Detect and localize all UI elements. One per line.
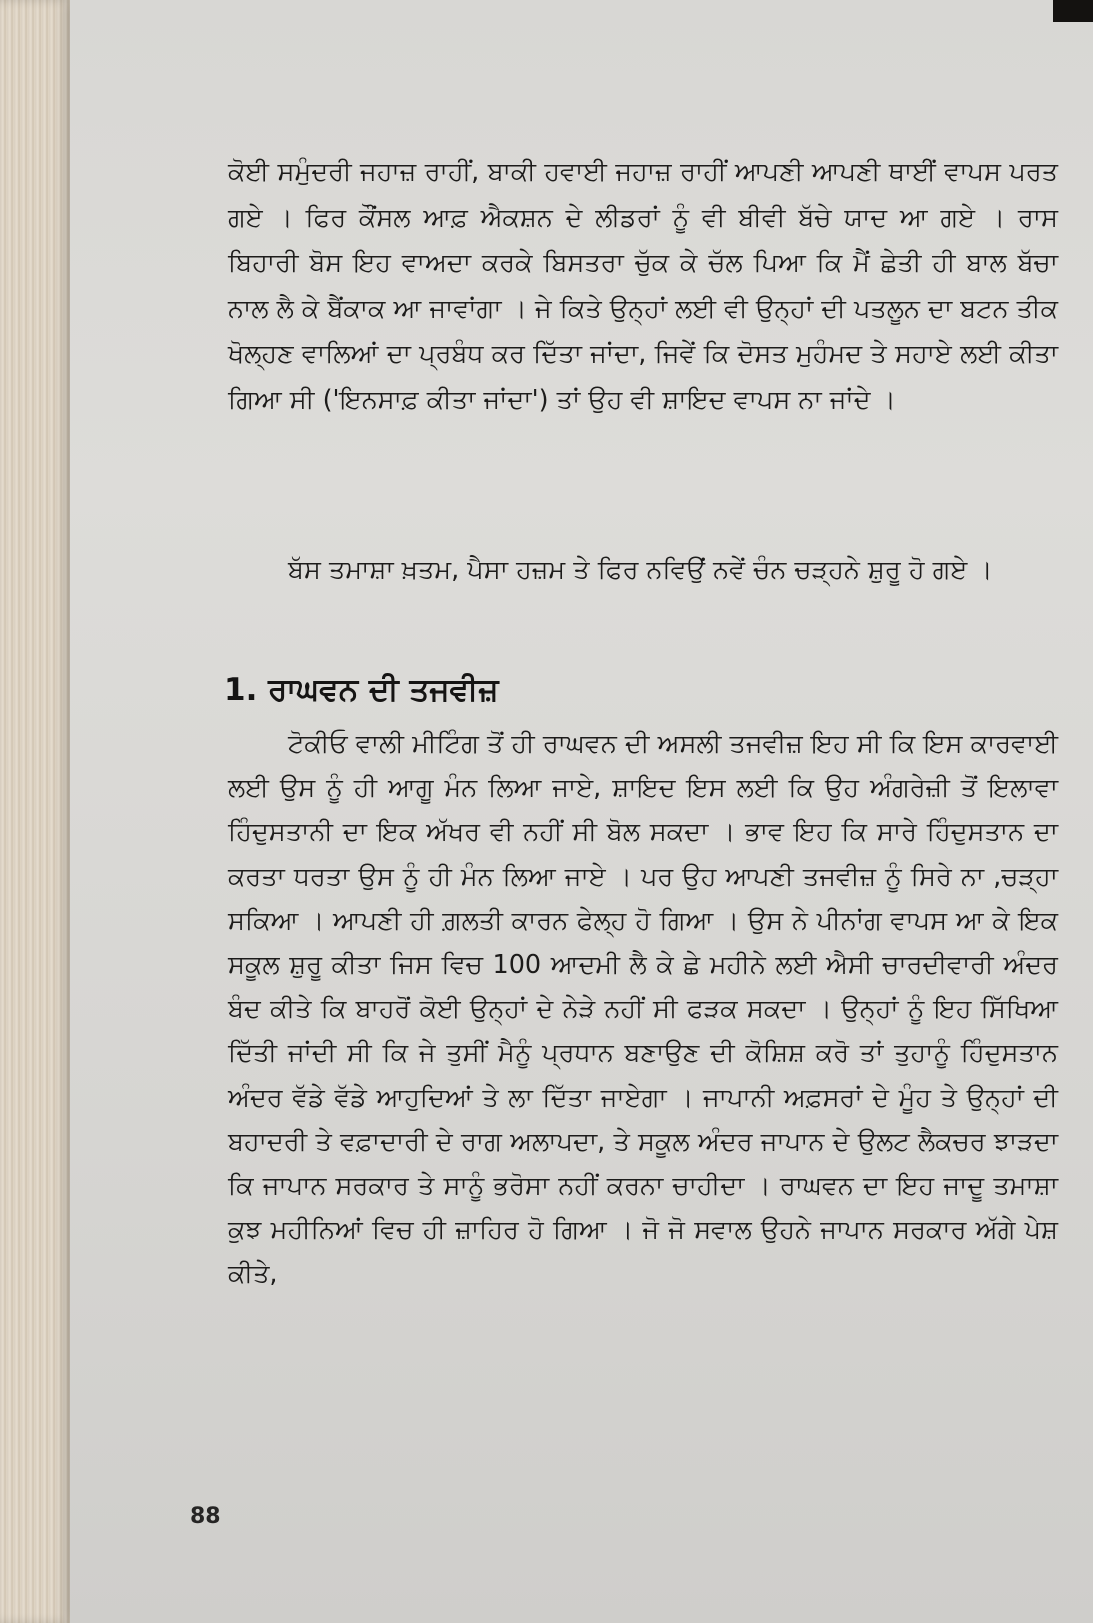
page-number: 88	[190, 1504, 221, 1529]
body-paragraph-3	[228, 722, 1058, 1297]
paragraph-text: ਟੋਕੀਓ ਵਾਲੀ ਮੀਟਿੰਗ ਤੋਂ ਹੀ ਰਾਘਵਨ ਦੀ ਅਸਲੀ ਤਜਵੀਜ਼ ਇਹ ਸੀ ਕਿ ਇਸ ਕਾਰਵਾਈ ਲਈ ਉਸ ਨੂੰ ਹੀ ਆਗੂ ਮੰਨ ਲਿਆ ਜਾਏ, ਸ਼ਾਇਦ ਇਸ ਲਈ ਕਿ ਉਹ ਅੰਗਰੇਜ਼ੀ ਤੋਂ ਇਲਾਵਾ ਹਿੰਦੁਸਤਾਨੀ ਦਾ ਇਕ ਅੱਖਰ ਵੀ ਨਹੀਂ ਸੀ ਬੋਲ ਸਕਦਾ । ਭਾਵ ਇਹ ਕਿ ਸਾਰੇ ਹਿੰਦੁਸਤਾਨ ਦਾ ਕਰਤਾ ਧਰਤਾ ਉਸ ਨੂੰ ਹੀ ਮੰਨ ਲਿਆ ਜਾਏ । ਪਰ ਉਹ ਆਪਣੀ ਤਜਵੀਜ਼ ਨੂੰ ਸਿਰੇ ਨਾ ,ਚੜ੍ਹਾ ਸਕਿਆ । ਆਪਣੀ ਹੀ ਗ਼ਲਤੀ ਕਾਰਨ ਫੇਲ੍ਹ ਹੋ ਗਿਆ । ਉਸ ਨੇ ਪੀਨਾਂਗ ਵਾਪਸ ਆ ਕੇ ਇਕ ਸਕੂਲ ਸ਼ੁਰੂ ਕੀਤਾ ਜਿਸ ਵਿਚ 100 ਆਦਮੀ ਲੈ ਕੇ ਛੇ ਮਹੀਨੇ ਲਈ ਐਸੀ ਚਾਰਦੀਵਾਰੀ ਅੰਦਰ ਬੰਦ ਕੀਤੇ ਕਿ ਬਾਹਰੋਂ ਕੋਈ ਉਨ੍ਹਾਂ ਦੇ ਨੇੜੇ ਨਹੀਂ ਸੀ ਫੜਕ ਸਕਦਾ । ਉਨ੍ਹਾਂ ਨੂੰ ਇਹ ਸਿੱਖਿਆ ਦਿੱਤੀ ਜਾਂਦੀ ਸੀ ਕਿ ਜੇ ਤੁਸੀਂ ਮੈਨੂੰ ਪ੍ਰਧਾਨ ਬਣਾਉਣ ਦੀ ਕੋਸ਼ਿਸ਼ ਕਰੋ ਤਾਂ ਤੁਹਾਨੂੰ ਹਿੰਦੁਸਤਾਨ ਅੰਦਰ ਵੱਡੇ ਵੱਡੇ ਆਹੁਦਿਆਂ ਤੇ ਲਾ ਦਿੱਤਾ ਜਾਏਗਾ । ਜਾਪਾਨੀ ਅਫ਼ਸਰਾਂ ਦੇ ਮੂੰਹ ਤੇ ਉਨ੍ਹਾਂ ਦੀ ਬਹਾਦਰੀ ਤੇ ਵਫ਼ਾਦਾਰੀ ਦੇ ਰਾਗ ਅਲਾਪਦਾ, ਤੇ ਸਕੂਲ ਅੰਦਰ ਜਾਪਾਨ ਦੇ ਉਲਟ ਲੈਕਚਰ ਝਾੜਦਾ ਕਿ ਜਾਪਾਨ ਸਰਕਾਰ ਤੇ ਸਾਨੂੰ ਭਰੋਸਾ ਨਹੀਂ ਕਰਨਾ ਚਾਹੀਦਾ । ਰਾਘਵਨ ਦਾ ਇਹ ਜਾਦੂ ਤਮਾਸ਼ਾ ਕੁਝ ਮਹੀਨਿਆਂ ਵਿਚ ਹੀ ਜ਼ਾਹਿਰ ਹੋ ਗਿਆ । ਜੋ ਜੋ ਸਵਾਲ ਉਹਨੇ ਜਾਪਾਨ ਸਰਕਾਰ ਅੱਗੇ ਪੇਸ਼ ਕੀਤੇ,	[228, 729, 1058, 1290]
body-paragraph-2	[228, 548, 1058, 593]
section-heading: 1. ਰਾਘਵਨ ਦੀ ਤਜਵੀਜ਼	[224, 672, 499, 708]
paragraph-text: ਕੋਈ ਸਮੁੰਦਰੀ ਜਹਾਜ਼ ਰਾਹੀਂ, ਬਾਕੀ ਹਵਾਈ ਜਹਾਜ਼ ਰਾਹੀਂ ਆਪਣੀ ਆਪਣੀ ਥਾਈਂ ਵਾਪਸ ਪਰਤ ਗਏ । ਫਿਰ ਕੌਂਸਲ ਆਫ਼ ਐਕਸ਼ਨ ਦੇ ਲੀਡਰਾਂ ਨੂੰ ਵੀ ਬੀਵੀ ਬੱਚੇ ਯਾਦ ਆ ਗਏ । ਰਾਸ ਬਿਹਾਰੀ ਬੋਸ ਇਹ ਵਾਅਦਾ ਕਰਕੇ ਬਿਸਤਰਾ ਚੁੱਕ ਕੇ ਚੱਲ ਪਿਆ ਕਿ ਮੈਂ ਛੇਤੀ ਹੀ ਬਾਲ ਬੱਚਾ ਨਾਲ ਲੈ ਕੇ ਬੈਂਕਾਕ ਆ ਜਾਵਾਂਗਾ । ਜੇ ਕਿਤੇ ਉਨ੍ਹਾਂ ਲਈ ਵੀ ਉਨ੍ਹਾਂ ਦੀ ਪਤਲੂਨ ਦਾ ਬਟਨ ਤੀਕ ਖੋਲ੍ਹਣ ਵਾਲਿਆਂ ਦਾ ਪ੍ਰਬੰਧ ਕਰ ਦਿੱਤਾ ਜਾਂਦਾ, ਜਿਵੇਂ ਕਿ ਦੋਸਤ ਮੁਹੰਮਦ ਤੇ ਸਹਾਏ ਲਈ ਕੀਤਾ ਗਿਆ ਸੀ ('ਇਨਸਾਫ਼ ਕੀਤਾ ਜਾਂਦਾ') ਤਾਂ ਉਹ ਵੀ ਸ਼ਾਇਦ ਵਾਪਸ ਨਾ ਜਾਂਦੇ ।	[228, 157, 1058, 415]
body-paragraph-1	[228, 150, 1058, 423]
paragraph-text: ਬੱਸ ਤਮਾਸ਼ਾ ਖ਼ਤਮ, ਪੈਸਾ ਹਜ਼ਮ ਤੇ ਫਿਰ ਨਵਿਉਂ ਨਵੇਂ ਚੰਨ ਚੜ੍ਹਨੇ ਸ਼ੁਰੂ ਹੋ ਗਏ ।	[288, 555, 993, 585]
background-corner	[1053, 0, 1093, 22]
